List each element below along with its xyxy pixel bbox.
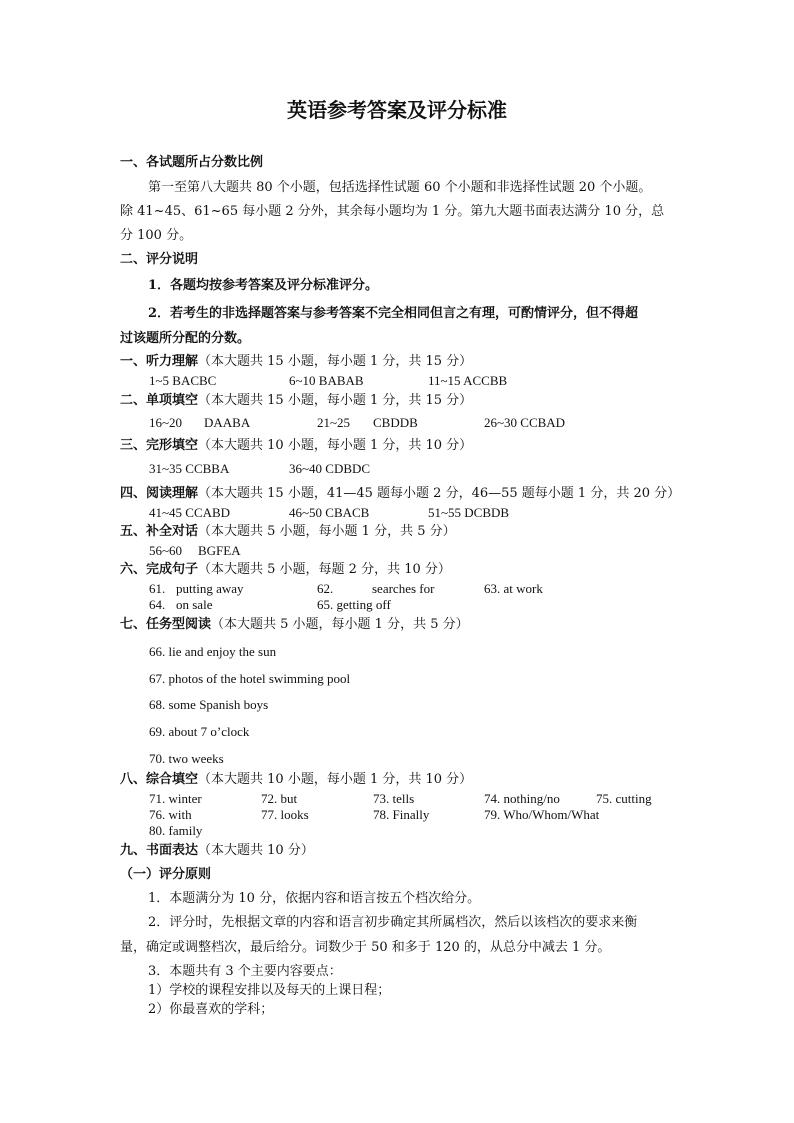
answer: 71. winter: [149, 791, 202, 806]
part2-item: 过该题所分配的分数。: [120, 331, 251, 346]
answer: 11~15 ACCBB: [428, 373, 508, 388]
answer: 56~60: [149, 543, 183, 558]
answer: 80. family: [149, 823, 203, 838]
section-heading: [120, 562, 451, 578]
part1-para-line: 分 100 分。: [120, 228, 193, 243]
answer: 6~10 BABAB: [289, 373, 364, 388]
answer: 79. Who/Whom/What: [484, 807, 600, 822]
answer: DAABA: [204, 415, 251, 430]
section-label: 六、完成句子: [120, 562, 199, 577]
section-note: （本大题共 15 小题，每小题 1 分，共 15 分）: [198, 354, 473, 369]
section-note: （本大题共 5 小题，每小题 1 分，共 5 分）: [198, 524, 456, 539]
section-label: 八、综合填空: [120, 772, 199, 787]
answer: putting away: [176, 581, 244, 596]
answer: 51~55 DCBDB: [428, 505, 510, 520]
answer: 68. some Spanish boys: [149, 697, 269, 712]
answer: 75. cutting: [596, 791, 652, 806]
page-title: 英语参考答案及评分标准: [287, 98, 507, 122]
criteria-item: 2．评分时，先根据文章的内容和语言初步确定其所属档次，然后以该档次的要求来衡: [148, 915, 638, 930]
section-heading: [120, 438, 472, 454]
section-heading: [120, 617, 469, 633]
answer: 16~20: [149, 415, 183, 430]
section-label: 三、完形填空: [120, 438, 199, 453]
criteria-item: 3．本题共有 3 个主要内容要点：: [148, 964, 342, 979]
criteria-point: 1）学校的课程安排以及每天的上课日程；: [148, 983, 391, 998]
criteria-point: 2）你最喜欢的学科；: [148, 1002, 274, 1017]
answer: 76. with: [149, 807, 192, 822]
criteria-item: 量，确定或调整档次，最后给分。词数少于 50 和多于 120 的，从总分中减去 1 分。: [120, 940, 611, 955]
answer: 72. but: [261, 791, 298, 806]
section-label: 五、补全对话: [120, 524, 199, 539]
part2-item: 2．若考生的非选择题答案与参考答案不完全相同但言之有理，可酌情评分，但不得超: [148, 306, 639, 321]
answer: 64.: [149, 597, 166, 612]
section-heading: [120, 486, 680, 502]
answer: 70. two weeks: [149, 751, 224, 766]
answer: 31~35 CCBBA: [149, 461, 230, 476]
answer: 63. at work: [484, 581, 543, 596]
answer: 73. tells: [373, 791, 415, 806]
section-note: （本大题共 5 小题，每题 2 分，共 10 分）: [198, 562, 451, 577]
answer: 1~5 BACBC: [149, 373, 217, 388]
answer: 21~25: [317, 415, 351, 430]
part1-para-line: 第一至第八大题共 80 个小题，包括选择性试题 60 个小题和非选择性试题 20 个小题。: [148, 180, 652, 195]
answer: 78. Finally: [373, 807, 430, 822]
part1-para-line: 除 41~45、61~65 每小题 2 分外，其余每小题均为 1 分。第九大题书面表达满分 10 分，总: [120, 204, 665, 219]
criteria-heading: （一）评分原则: [120, 867, 212, 882]
answer: 36~40 CDBDC: [289, 461, 371, 476]
answer: 41~45 CCABD: [149, 505, 231, 520]
section-heading: [120, 772, 472, 788]
answer: 61.: [149, 581, 166, 596]
section-label: 一、听力理解: [120, 354, 199, 369]
part2-item: 1．各题均按参考答案及评分标准评分。: [148, 278, 379, 293]
answer: BGFEA: [198, 543, 241, 558]
section-note: （本大题共 15 小题，41—45 题每小题 2 分，46—55 题每小题 1 分，共 20 分）: [198, 486, 681, 501]
answer: 62.: [317, 581, 334, 596]
answer: 26~30 CCBAD: [484, 415, 566, 430]
section-label: 九、书面表达: [120, 843, 199, 858]
section-heading: [120, 843, 314, 859]
answer: 74. nothing/no: [484, 791, 560, 806]
section-heading: [120, 354, 472, 370]
section-heading: [120, 524, 456, 540]
answer: 46~50 CBACB: [289, 505, 370, 520]
part2-heading: 二、评分说明: [120, 252, 199, 267]
section-note: （本大题共 15 小题，每小题 1 分，共 15 分）: [198, 393, 473, 408]
answer: searches for: [372, 581, 435, 596]
criteria-item: 1．本题满分为 10 分，依据内容和语言按五个档次给分。: [148, 891, 481, 906]
answer: 65. getting off: [317, 597, 391, 612]
section-note: （本大题共 10 分）: [198, 843, 314, 858]
answer: 69. about 7 o’clock: [149, 724, 250, 739]
answer: 77. looks: [261, 807, 309, 822]
answer: on sale: [176, 597, 213, 612]
answer: 66. lie and enjoy the sun: [149, 644, 277, 659]
section-note: （本大题共 5 小题，每小题 1 分，共 5 分）: [211, 617, 469, 632]
section-label: 四、阅读理解: [120, 486, 199, 501]
answer: CBDDB: [373, 415, 418, 430]
section-label: 二、单项填空: [120, 393, 199, 408]
section-heading: [120, 393, 472, 409]
section-label: 七、任务型阅读: [120, 617, 212, 632]
part1-heading: 一、各试题所占分数比例: [120, 155, 264, 170]
section-note: （本大题共 10 小题，每小题 1 分，共 10 分）: [198, 438, 473, 453]
answer: 67. photos of the hotel swimming pool: [149, 671, 351, 686]
section-note: （本大题共 10 小题，每小题 1 分，共 10 分）: [198, 772, 473, 787]
